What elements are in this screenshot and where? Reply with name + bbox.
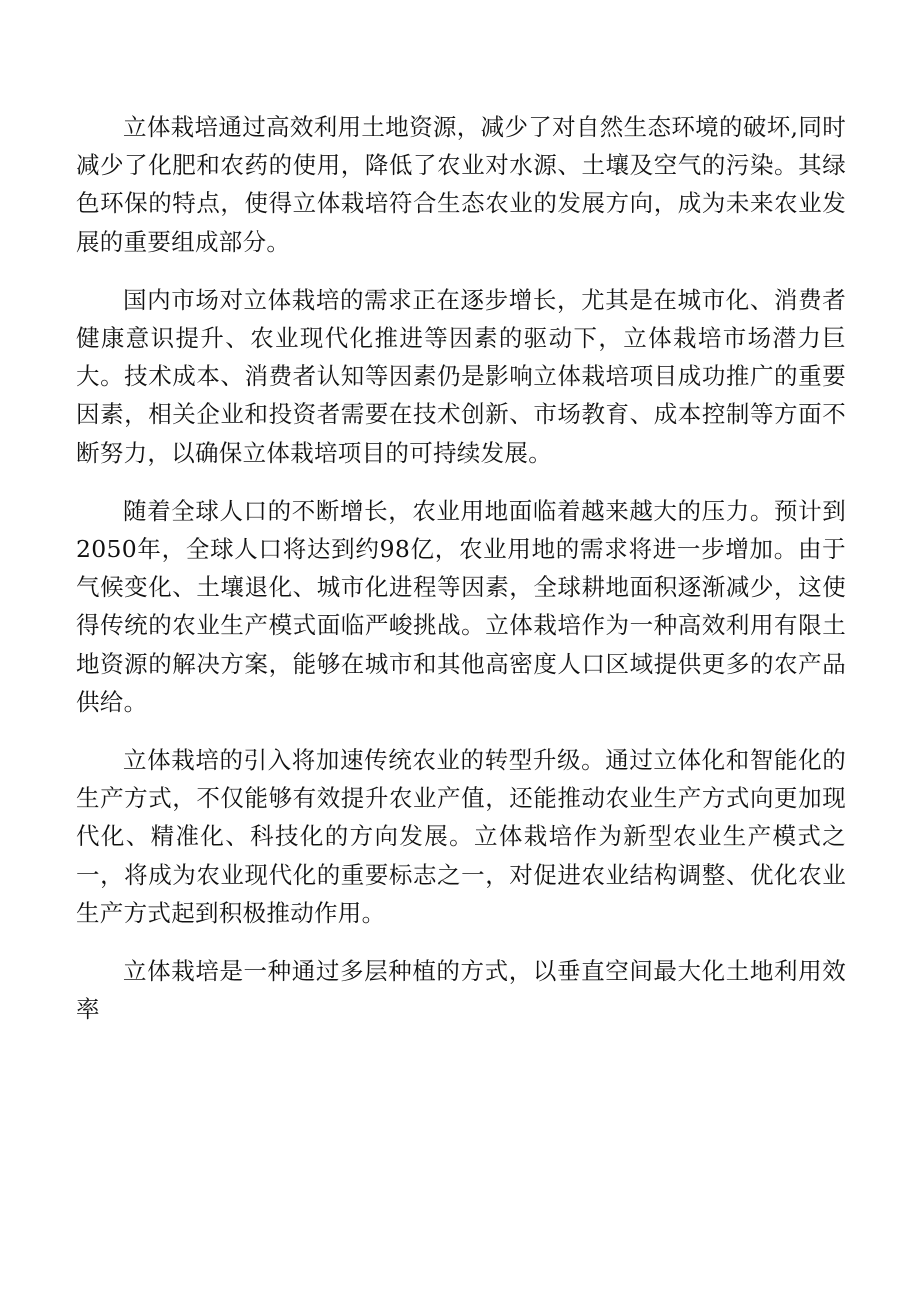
paragraph-definition: 立体栽培是一种通过多层种植的方式，以垂直空间最大化土地利用效率 [76,957,846,1024]
paragraph-ecological-benefits: 立体栽培通过高效利用土地资源，减少了对自然生态环境的破坏,同时减少了化肥和农药的使用，降低了农业对水源、土壤及空气的污染。其绿色环保的特点，使得立体栽培符合生态农业的发展方向，成为未来农业发展的重要组成部分。 [76,113,846,256]
document-body [76,108,846,1048]
paragraph-domestic-market: 国内市场对立体栽培的需求正在逐步增长，尤其是在城市化、消费者健康意识提升、农业现代化推进等因素的驱动下，立体栽培市场潜力巨大。技术成本、消费者认知等因素仍是影响立体栽培项目成功推广的重要因素，相关企业和投资者需要在技术创新、市场教育、成本控制等方面不断努力，以确保立体栽培项目的可持续发展。 [76,285,846,467]
paragraph-agricultural-transformation: 立体栽培的引入将加速传统农业的转型升级。通过立体化和智能化的生产方式，不仅能够有效提升农业产值，还能推动农业生产方式向更加现代化、精准化、科技化的方向发展。立体栽培作为新型农业生产模式之一，将成为农业现代化的重要标志之一，对促进农业结构调整、优化农业生产方式起到积极推动作用。 [76,746,846,927]
paragraph-land-pressure: 随着全球人口的不断增长，农业用地面临着越来越大的压力。预计到2050年，全球人口将达到约98亿，农业用地的需求将进一步增加。由于气候变化、土壤退化、城市化进程等因素，全球耕地面积逐渐减少，这使得传统的农业生产模式面临严峻挑战。立体栽培作为一种高效利用有限土地资源的解决方案，能够在城市和其他高密度人口区域提供更多的农产品供给。 [76,496,846,716]
